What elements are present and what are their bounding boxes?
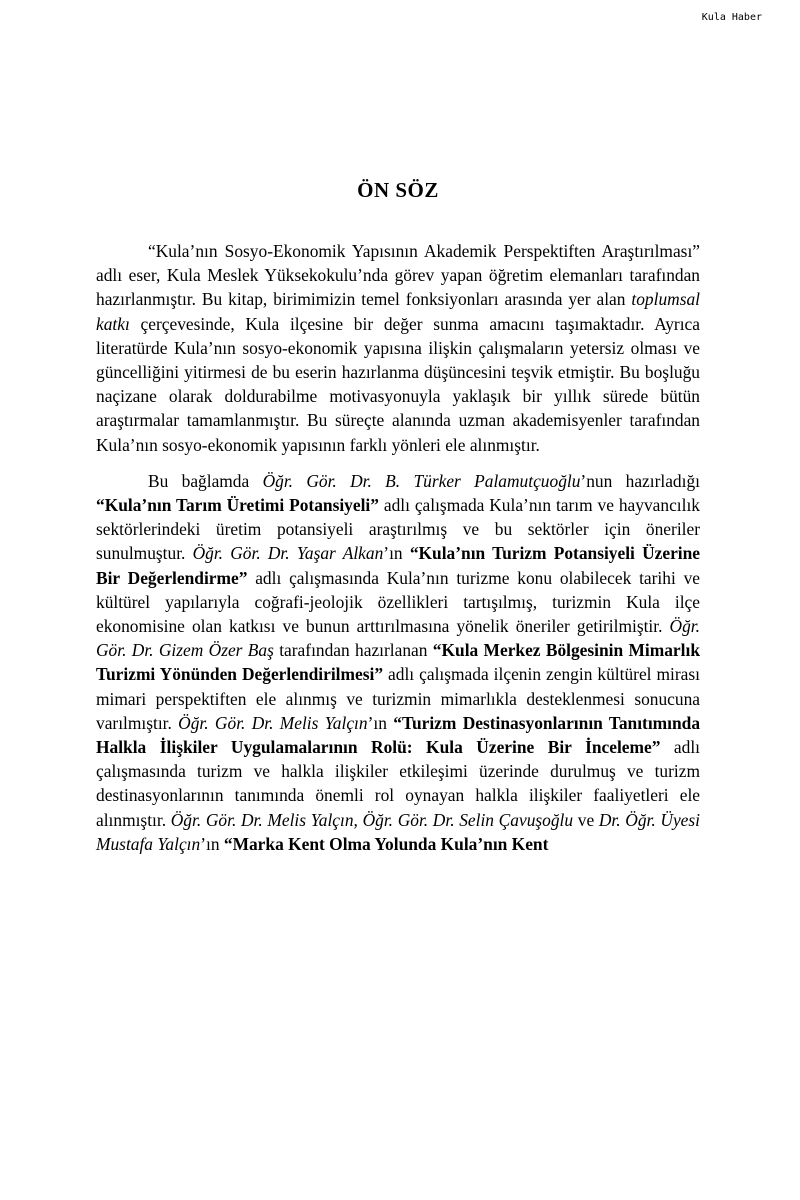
text-run: Bu bağlamda (148, 470, 263, 491)
text-run: ’nun hazırladığı (580, 470, 700, 491)
author-name: Öğr. Gör. Dr. Yaşar Alkan (192, 543, 384, 564)
text-run: “Kula’nın Sosyo-Ekonomik Yapısının Akademik Perspektiften Araştırılması” adlı eser, Kula Meslek Yüksekokulu’nda görev yapan öğretim elemanları tarafından hazırlanmıştır. Bu kitap, birimimizin temel fonksiyonları arasında yer alan (96, 241, 700, 310)
paragraph-contents (96, 469, 700, 856)
text-run: adlı çalışmada Kula’nın tarım ve hayvancılık sektörlerindeki üretim potansiyeli araştırılmış ve bu sektörler için öneriler sunulmuştur. (96, 495, 700, 564)
text-run: ’ın (383, 543, 410, 564)
chapter-title: “Kula’nın Tarım Üretimi Potansiyeli” (96, 495, 379, 516)
chapter-title: “Kula’nın Turizm Potansiyeli Üzerine Bir Değerlendirme” (96, 543, 701, 588)
document-page (96, 178, 700, 856)
text-run: çerçevesinde, Kula ilçesine bir değer sunma amacını taşımaktadır. Ayrıca literatürde Kula’nın sosyo-ekonomik yapısına ilişkin çalışmaların yetersiz olması ve güncelliğini yitirmesi de bu eserin hazırlanma düşüncesini teşvik etmiştir. Bu boşluğu naçizane olarak doldurabilme motivasyonuyla yaklaşık bir yıllık sürede bütün araştırmalar tamamlanmıştır. Bu süreçte alanında uzman akademisyenler tarafından Kula’nın sosyo-ekonomik yapısının farklı yönleri ele alınmıştır. (96, 313, 700, 455)
author-name: Öğr. Gör. Dr. Melis Yalçın, Öğr. Gör. Dr. Selin Çavuşoğlu (170, 809, 574, 830)
author-name: Öğr. Gör. Dr. Melis Yalçın (178, 712, 368, 733)
corner-watermark: Kula Haber (701, 12, 762, 23)
text-run: ’ın (367, 712, 394, 733)
text-run: adlı çalışmasında turizm ve halkla ilişkiler etkileşimi üzerinde durulmuş ve turizm destinasyonlarının tanımında önemli rol oynayan halkla ilişkiler faaliyetleri ele alınmıştır. (96, 737, 700, 830)
author-name: Öğr. Gör. Dr. B. Türker Palamutçuoğlu (262, 470, 581, 491)
chapter-title: “Marka Kent Olma Yolunda Kula’nın Kent (223, 833, 549, 854)
text-run: ’ın (200, 833, 224, 854)
author-name: Dr. Öğr. Üyesi Mustafa Yalçın (96, 809, 700, 854)
page-title: ÖN SÖZ (357, 178, 439, 202)
text-run: adlı çalışmada ilçenin zengin kültürel mirası mimari perspektiften ele alınmış ve turizmin mimarlıkla desteklenmesi sonucuna varılmıştır. (96, 664, 700, 733)
emphasis-text: toplumsal katkı (96, 289, 700, 334)
author-name: Öğr. Gör. Dr. Gizem Özer Baş (96, 616, 700, 661)
paragraph-intro (96, 239, 700, 457)
text-run: tarafından hazırlanan (273, 640, 433, 661)
chapter-title: “Kula Merkez Bölgesinin Mimarlık Turizmi Yönünden Değerlendirilmesi” (96, 640, 700, 685)
text-run: ve (573, 809, 599, 830)
chapter-title: “Turizm Destinasyonlarının Tanıtımında Halkla İlişkiler Uygulamalarının Rolü: Kula Üzerine Bir İnceleme” (96, 712, 701, 758)
text-run: adlı çalışmasında Kula’nın turizme konu olabilecek tarihi ve kültürel yapılarıyla coğrafi-jeolojik özellikleri tartışılmış, turizmin Kula ilçe ekonomisine olan katkısı ve bunun arttırılmasına yönelik öneriler getirilmiştir. (96, 567, 700, 637)
